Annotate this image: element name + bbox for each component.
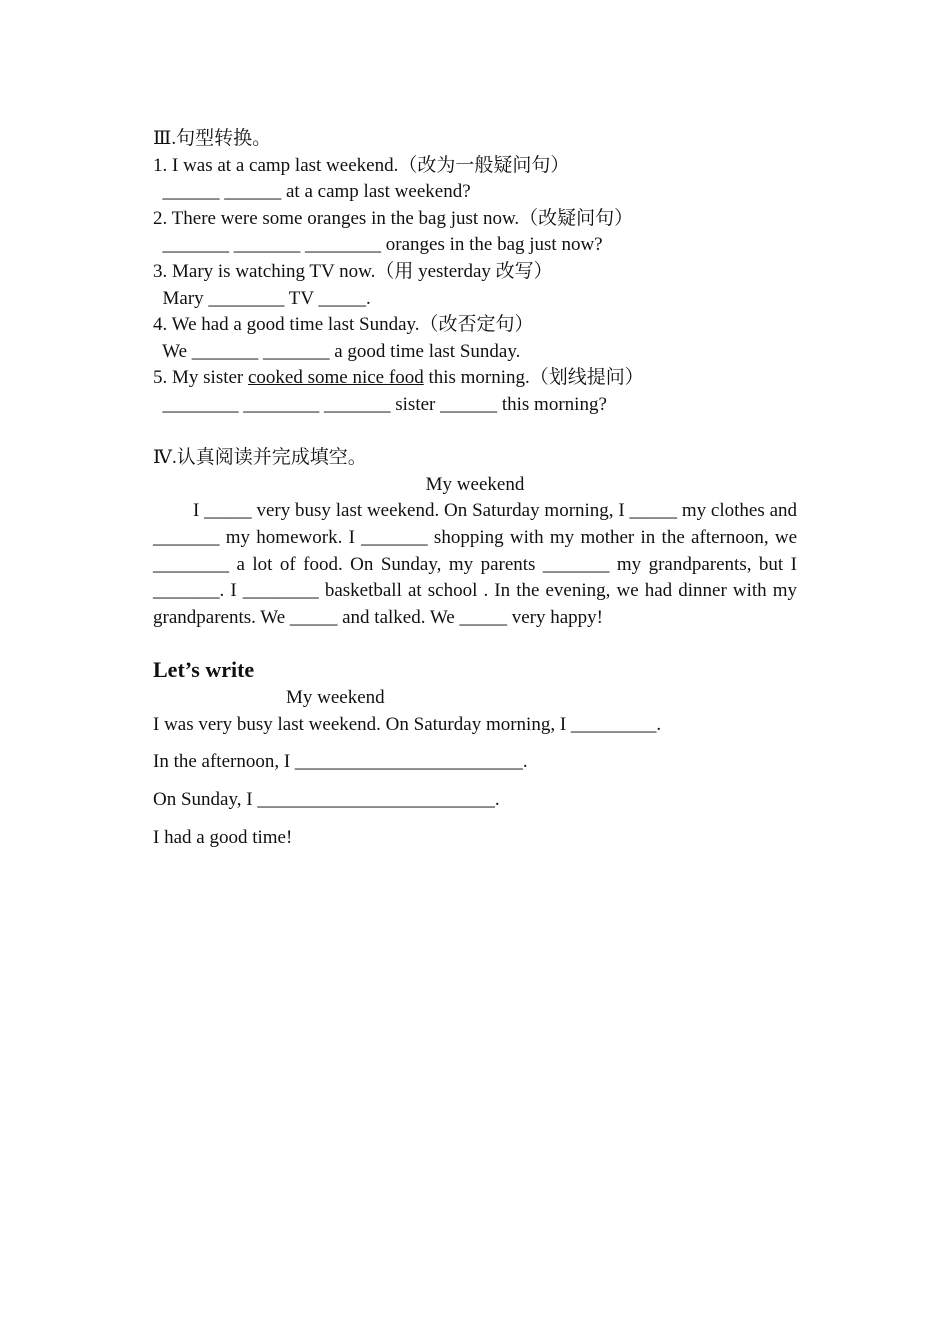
q2-prompt: 2. There were some oranges in the bag just now.（改疑问句） <box>153 207 634 229</box>
q3-answer: Mary ________ TV _____. <box>153 287 371 309</box>
q5-prompt-before: 5. My sister <box>153 367 248 389</box>
reading-passage: I _____ very busy last weekend. On Saturday morning, I _____ my clothes and _______ my homework. I _______ shopping with my mother in the afternoon, we ________ a lot of food. On Sunday, my parents _______ my grandparents, but I _______. I ________ basketball at school . In the evening, we had dinner with my grandparents. We _____ and talked. We _____ very happy! <box>153 500 797 628</box>
q5-answer: ________ ________ _______ sister ______ this morning? <box>153 393 607 415</box>
q4-answer: We _______ _______ a good time last Sunday. <box>153 340 521 362</box>
worksheet-page <box>153 126 797 851</box>
section4-heading: Ⅳ.认真阅读并完成填空。 <box>153 447 367 469</box>
q5-underlined-phrase: cooked some nice food <box>248 367 424 389</box>
q3-prompt: 3. Mary is watching TV now.（用 yesterday 改写） <box>153 260 553 282</box>
q5-prompt <box>153 365 797 392</box>
write-line-2: In the afternoon, I ________________________. <box>153 751 528 773</box>
q2-answer: _______ _______ ________ oranges in the bag just now? <box>153 234 603 256</box>
q4-prompt: 4. We had a good time last Sunday.（改否定句） <box>153 314 534 336</box>
q1-prompt: 1. I was at a camp last weekend.（改为一般疑问句） <box>153 154 570 176</box>
q1-answer: ______ ______ at a camp last weekend? <box>153 181 471 203</box>
write-line-3: On Sunday, I _________________________. <box>153 789 500 811</box>
passage-title: My weekend <box>425 473 525 495</box>
write-line-4: I had a good time! <box>153 826 293 848</box>
spacer <box>153 419 797 446</box>
section3-heading: Ⅲ.句型转换。 <box>153 128 272 149</box>
write-title: My weekend <box>286 687 385 709</box>
write-line-1: I was very busy last weekend. On Saturday morning, I _________. <box>153 713 662 735</box>
q5-prompt-after: this morning.（划线提问） <box>423 367 644 389</box>
lets-write-heading: Let’s write <box>153 657 255 683</box>
